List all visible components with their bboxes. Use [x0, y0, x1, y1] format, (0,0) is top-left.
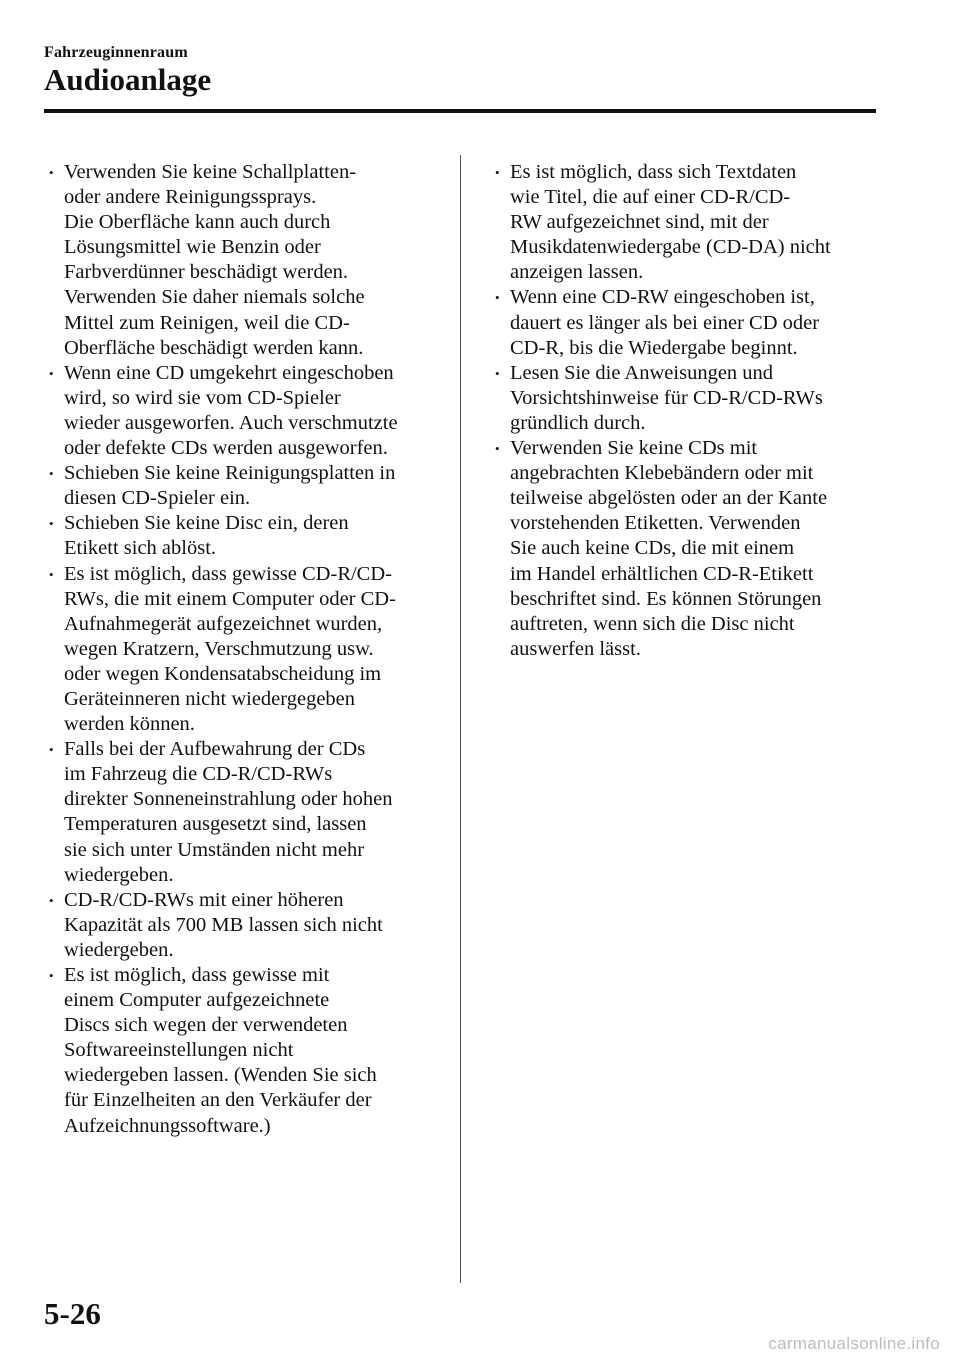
list-item — [49, 511, 449, 561]
list-item — [49, 361, 449, 461]
list-item-text: Schieben Sie keine Reinigungsplatten in diesen CD-Spieler ein. — [64, 462, 396, 510]
bullet-icon: • — [495, 165, 500, 180]
bullet-icon: • — [49, 516, 54, 532]
list-item — [495, 285, 865, 360]
bullet-icon: • — [49, 742, 54, 758]
list-item-text: Lesen Sie die Anweisungen und Vorsichtshinweise für CD-R/CD-RWs gründlich durch. — [510, 361, 823, 434]
list-item — [49, 737, 449, 888]
list-item-text: Wenn eine CD umgekehrt eingeschoben wird, so wird sie vom CD-Spieler wieder ausgeworfen. Auch verschmutzte oder defekte CDs werden ausgeworfen. — [64, 361, 398, 460]
page-title: Audioanlage — [44, 62, 212, 97]
list-item — [49, 160, 449, 361]
bullet-icon: • — [495, 441, 500, 457]
list-item — [49, 963, 449, 1139]
bullet-icon: • — [49, 968, 54, 983]
list-item-text: Schieben Sie keine Disc ein, deren Etikett sich ablöst. — [64, 512, 349, 560]
list-item-text: Falls bei der Aufbewahrung der CDs im Fahrzeug die CD-R/CD-RWs direkter Sonneneinstrahlung oder hohen Temperaturen ausgesetzt sind, lassen sie sich unter Umständen nicht mehr wiedergeben. — [64, 738, 393, 886]
list-item — [495, 160, 865, 285]
bullet-icon: • — [495, 290, 500, 306]
list-item — [49, 888, 449, 963]
bullet-icon: • — [49, 365, 54, 381]
list-item-text: Verwenden Sie keine CDs mit angebrachten Klebebändern oder mit teilweise abgelösten oder an der Kante vorstehenden Etiketten. Verwenden Sie auch keine CDs, die mit einem im Handel erhältlichen CD-R-Etikett beschriftet sind. Es können Störungen auftreten, wenn sich die Disc nicht auswerfen lässt. — [510, 437, 828, 660]
list-item — [49, 562, 449, 738]
list-item-text: Es ist möglich, dass gewisse CD-R/CD- RWs, die mit einem Computer oder CD- Aufnahmegerät aufgezeichnet wurden, wegen Kratzern, Verschmutzung usw. oder wegen Kondensatabscheidung im Geräteinneren nicht wiedergegeben werden können. — [64, 562, 396, 736]
column-divider — [460, 155, 461, 1283]
list-item — [495, 361, 865, 436]
list-item-text: Es ist möglich, dass gewisse mit einem Computer aufgezeichnete Discs sich wegen der verwendeten Softwareeinstellungen nicht wiedergeben lassen. (Wenden Sie sich für Einzelheiten an den Verkäufer der Aufzeichnungssoftware.) — [64, 964, 377, 1137]
list-item — [495, 436, 865, 662]
left-column — [49, 160, 449, 1139]
bullet-icon: • — [49, 466, 54, 482]
bullet-icon: • — [49, 165, 54, 180]
right-column — [495, 160, 865, 662]
list-item-text: Wenn eine CD-RW eingeschoben ist, dauert es länger als bei einer CD oder CD-R, bis die Wiedergabe beginnt. — [510, 286, 820, 359]
page-number: 5-26 — [44, 1296, 101, 1331]
watermark: carmanualsonline.info — [768, 1334, 940, 1353]
bullet-icon: • — [49, 566, 54, 582]
list-item-text: Verwenden Sie keine Schallplatten- oder andere Reinigungssprays. Die Oberfläche kann auch durch Lösungsmittel wie Benzin oder Farbverdünner beschädigt werden. Verwenden Sie daher niemals solche Mittel zum Reinigen, weil die CD- Oberfläche beschädigt werden kann. — [64, 161, 365, 359]
list-item — [49, 461, 449, 511]
list-item-text: Es ist möglich, dass sich Textdaten wie Titel, die auf einer CD-R/CD- RW aufgezeichnet sind, mit der Musikdatenwiedergabe (CD-DA) nicht anzeigen lassen. — [510, 161, 831, 284]
bullet-icon: • — [495, 365, 500, 381]
bullet-icon: • — [49, 892, 54, 908]
title-rule — [44, 109, 876, 113]
section-label: Fahrzeuginnenraum — [44, 44, 188, 61]
list-item-text: CD-R/CD-RWs mit einer höheren Kapazität als 700 MB lassen sich nicht wiedergeben. — [64, 888, 383, 961]
